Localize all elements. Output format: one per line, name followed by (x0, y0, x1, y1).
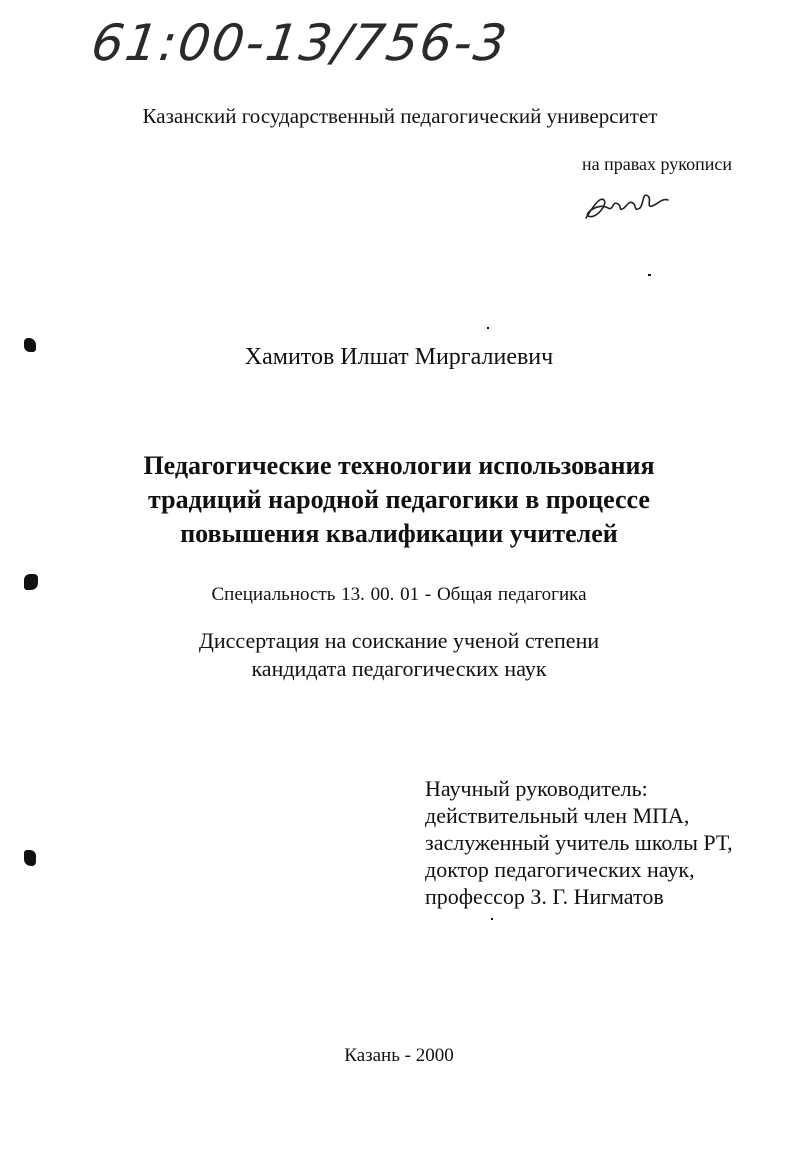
scan-dot (487, 327, 489, 329)
title-line: Педагогические технологии использования (143, 451, 655, 480)
manuscript-note: на правах рукописи (582, 154, 732, 174)
title-line: повышения квалификации учителей (180, 519, 618, 548)
handwritten-archive-number: 61:00-13/756-3 (87, 14, 512, 72)
degree-line: Диссертация на соискание ученой степени (198, 628, 600, 653)
scan-dot (491, 918, 493, 920)
degree-statement (0, 627, 798, 683)
supervisor-line: Научный руководитель: (425, 776, 648, 801)
scan-mark (24, 850, 36, 866)
scan-mark (24, 574, 38, 590)
scan-mark (24, 338, 36, 352)
supervisor-line: заслуженный учитель школы РТ, (425, 830, 733, 855)
author-name: Хамитов Илшат Миргалиевич (244, 344, 554, 370)
city-year: Казань - 2000 (344, 1045, 454, 1066)
scan-dot (648, 274, 651, 276)
title-line: традиций народной педагогики в процессе (148, 485, 650, 514)
supervisor-line: действительный член МПА, (425, 803, 690, 828)
degree-line: кандидата педагогических наук (251, 656, 547, 681)
specialty: Специальность 13. 00. 01 - Общая педагогика (211, 584, 587, 605)
supervisor-line: профессор З. Г. Нигматов (425, 884, 664, 909)
signature-icon (578, 178, 678, 228)
dissertation-title (60, 449, 738, 551)
supervisor-line: доктор педагогических наук, (425, 857, 695, 882)
supervisor-block (425, 775, 733, 910)
university-name: Казанский государственный педагогический университет (142, 104, 658, 128)
